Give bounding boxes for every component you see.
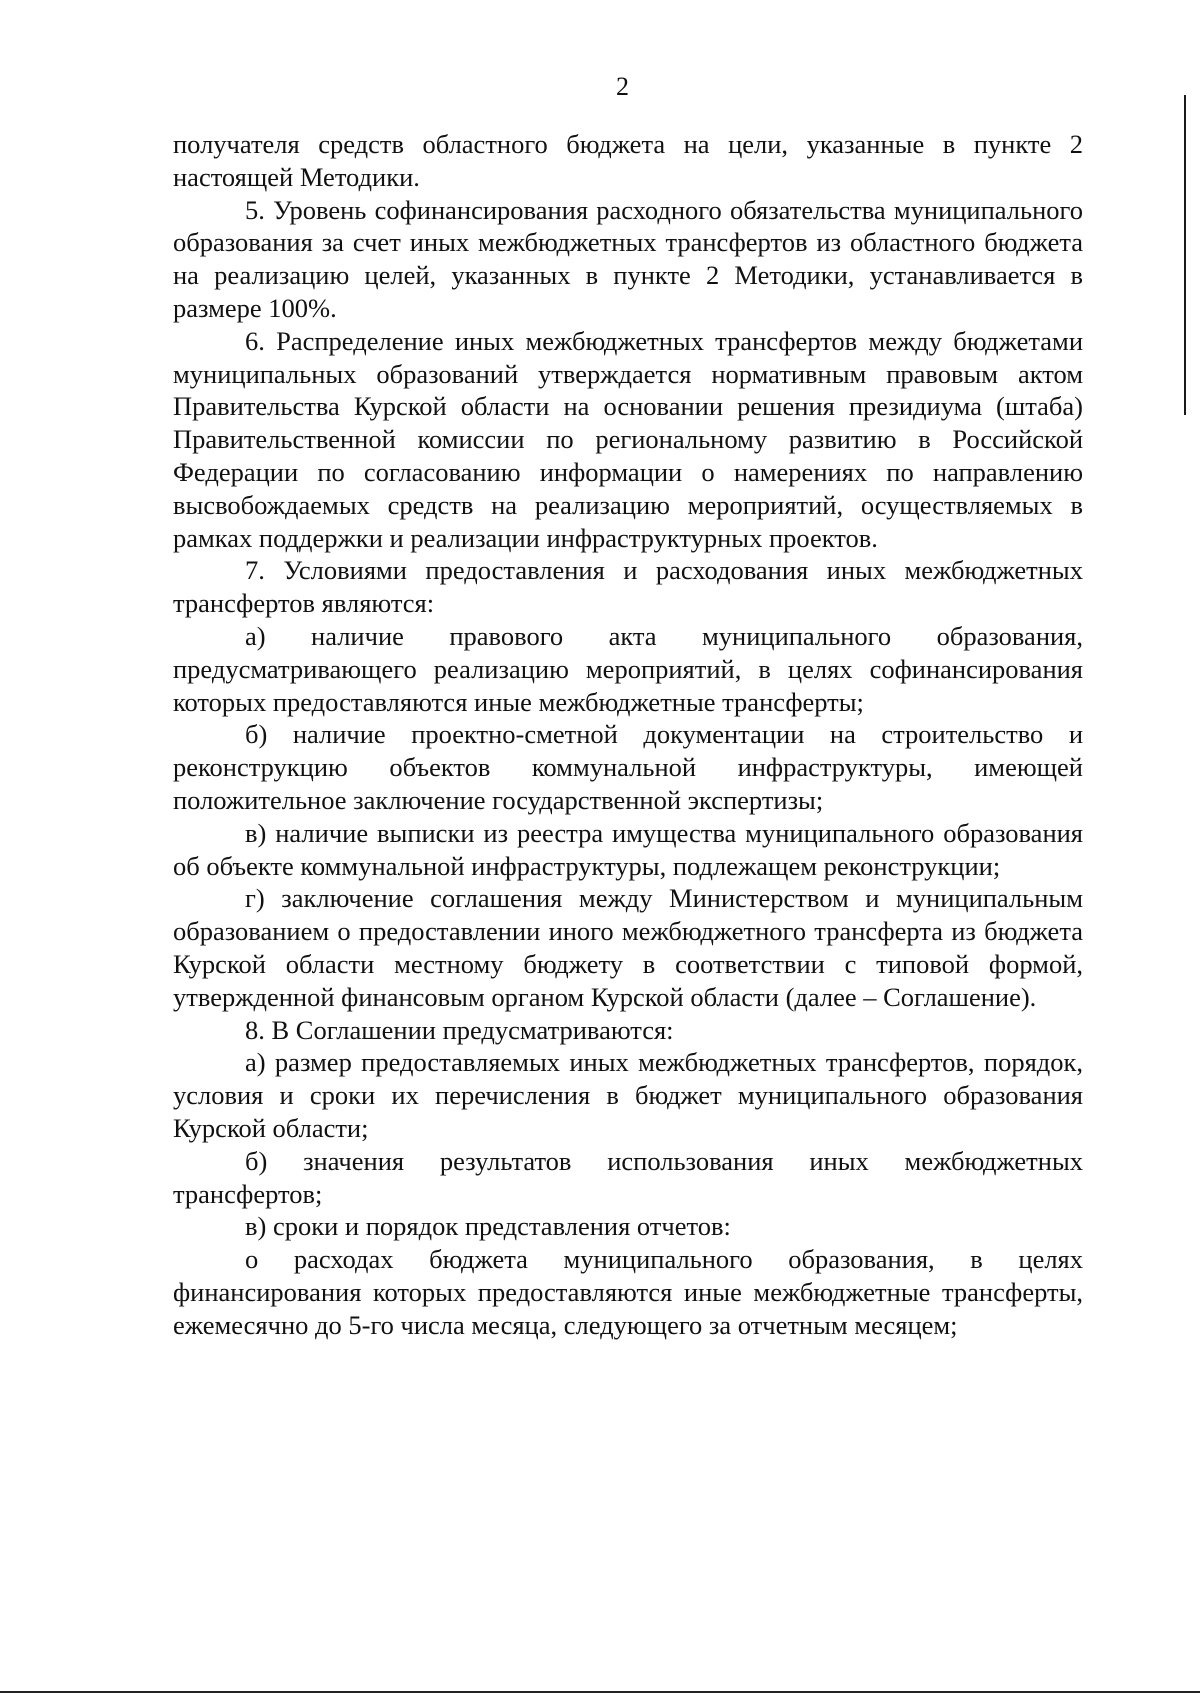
paragraph-5-cofinancing-level: 5. Уровень софинансирования расходного обязательства муниципального образования за счет иных межбюджетных трансфертов из областного бюджета на реализацию целей, указанных в пункте 2 Методики, устанавливается в размере 100%. bbox=[173, 194, 1083, 323]
scan-edge-bottom bbox=[0, 1691, 1200, 1693]
scan-edge-right bbox=[1184, 95, 1186, 415]
paragraph-7b: б) наличие проектно-сметной документации на строительство и реконструкцию объектов коммунальной инфраструктуры, имеющей положительное заключение государственной экспертизы; bbox=[173, 719, 1083, 815]
document-body bbox=[173, 128, 1083, 1341]
paragraph-8v: в) сроки и порядок представления отчетов: bbox=[245, 1211, 731, 1242]
paragraph-7g: г) заключение соглашения между Министерством и муниципальным образованием о предоставлении иного межбюджетного трансферта из бюджета Курской области местному бюджету в соответствии с типовой формой, утвержденной финансовым органом Курской области (далее – Соглашение). bbox=[173, 883, 1083, 1012]
page-number: 2 bbox=[616, 72, 629, 101]
paragraph-8-agreement: 8. В Соглашении предусматриваются: bbox=[245, 1014, 674, 1045]
paragraph-8a: а) размер предоставляемых иных межбюджетных трансфертов, порядок, условия и сроки их перечисления в бюджет муниципального образования Курской области; bbox=[173, 1047, 1083, 1143]
paragraph-7v: в) наличие выписки из реестра имущества муниципального образования об объекте коммунальной инфраструктуры, подлежащем реконструкции; bbox=[173, 817, 1083, 881]
paragraph-recipient-continuation: получателя средств областного бюджета на цели, указанные в пункте 2 настоящей Методики. bbox=[173, 129, 1083, 192]
paragraph-7-conditions: 7. Условиями предоставления и расходования иных межбюджетных трансфертов являются: bbox=[173, 555, 1083, 619]
paragraph-6-distribution: 6. Распределение иных межбюджетных трансфертов между бюджетами муниципальных образований утверждается нормативным правовым актом Правительства Курской области на основании решения президиума (штаба) Правительственной комиссии по региональному развитию в Российской Федерации по согласованию информации о намерениях по направлению высвобождаемых средств на реализацию мероприятий, осуществляемых в рамках поддержки и реализации инфраструктурных проектов. bbox=[173, 325, 1083, 553]
paragraph-7a: а) наличие правового акта муниципального образования, предусматривающего реализацию мероприятий, в целях софинансирования которых предоставляются иные межбюджетные трансферты; bbox=[173, 620, 1083, 717]
paragraph-8b: б) значения результатов использования иных межбюджетных трансфертов; bbox=[173, 1145, 1083, 1209]
paragraph-8v-expenses: о расходах бюджета муниципального образования, в целях финансирования которых предоставляются иные межбюджетные трансферты, ежемесячно до 5-го числа месяца, следующего за отчетным месяцем; bbox=[173, 1244, 1083, 1340]
